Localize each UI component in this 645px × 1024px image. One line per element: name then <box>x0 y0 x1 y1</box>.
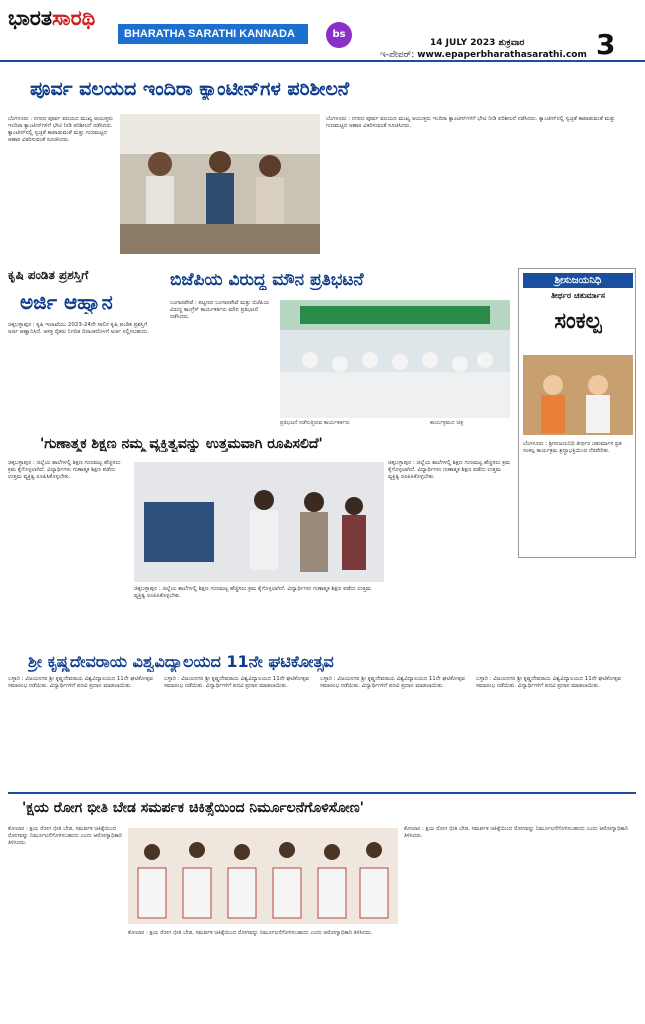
article-body-education-right: ಚಿಕ್ಕಬಳ್ಳಾಪುರ : ಜಿಲ್ಲೆಯ ಶಾಲೆಗಳಲ್ಲಿ ಶಿಕ್ಷಣ ಗುಣಮಟ್ಟ ಹೆಚ್ಚಿಸಲು ಕ್ರಮ ಕೈಗೊಳ್ಳಲಾಗಿದೆ. ವಿದ್ಯಾರ್ಥಿಗಳು ಗುಣಾತ್ಮಕ ಶಿಕ್ಷಣ ಪಡೆದು ಉತ್ತಮ ವ್ಯಕ್ತಿತ್ವ ರೂಪಿಸಿಕೊಳ್ಳಬೇಕು. <box>388 460 511 480</box>
headline-indira-canteen: ಪೂರ್ವ ವಲಯದ ಇಂದಿರಾ ಕ್ಯಾಂಟೀನ್‌ಗಳ ಪರಿಶೀಲನೆ <box>30 78 350 100</box>
sidebar-box <box>518 268 636 558</box>
headline-convocation: ಶ್ರೀ ಕೃಷ್ಣದೇವರಾಯ ವಿಶ್ವವಿದ್ಯಾಲಯದ 11ನೇ ಘಟಿಕೋತ್ಸವ <box>28 652 334 671</box>
headline-tb-awareness: 'ಕ್ಷಯ ರೋಗ ಭೀತಿ ಬೇಡ ಸಮರ್ಪಕ ಚಿಕಿತ್ಸೆಯಿಂದ ನಿರ್ಮೂಲನೆಗೊಳಿಸೋಣ' <box>22 800 364 816</box>
brand-left: ಭಾರತ <box>8 6 52 30</box>
article-body-krishi: ಚಿಕ್ಕಬಳ್ಳಾಪುರ : ಕೃಷಿ ಇಲಾಖೆಯು 2023-24ನೇ ಸಾಲಿನ ಕೃಷಿ ಪಂಡಿತ ಪ್ರಶಸ್ತಿಗೆ ಅರ್ಜಿ ಆಹ್ವಾನಿಸಿದೆ. ಆಸಕ್ತ ರೈತರು ನಿಗದಿತ ದಿನಾಂಕದೊಳಗೆ ಅರ್ಜಿ ಸಲ್ಲಿಸಬಹುದು. <box>8 322 149 335</box>
article-body-education-cont: ಚಿಕ್ಕಬಳ್ಳಾಪುರ : ಜಿಲ್ಲೆಯ ಶಾಲೆಗಳಲ್ಲಿ ಶಿಕ್ಷಣ ಗುಣಮಟ್ಟ ಹೆಚ್ಚಿಸಲು ಕ್ರಮ ಕೈಗೊಳ್ಳಲಾಗಿದೆ. ವಿದ್ಯಾರ್ಥಿಗಳು ಗುಣಾತ್ಮಕ ಶಿಕ್ಷಣ ಪಡೆದು ಉತ್ತಮ ವ್ಯಕ್ತಿತ್ವ ರೂಪಿಸಿಕೊಳ್ಳಬೇಕು. <box>134 586 372 599</box>
brand-bar: BHARATHA SARATHI KANNADA DAILY <box>118 24 308 44</box>
sidebar-body: ಬೆಂಗಳೂರು : ಶ್ರೀಸುಜಯನಿಧಿ ತೀರ್ಥರ ಚತುರ್ಮಾಸ ವ್ರತ ಸಂಕಲ್ಪ ಕಾರ್ಯಕ್ರಮ ಶ್ರದ್ಧಾಭಕ್ತಿಯಿಂದ ನೆರವೇರಿತು. <box>523 441 622 454</box>
sankalpa-photo-illustration <box>523 355 633 435</box>
sidebar-subtitle: ತೀರ್ಥರ ಚತುರ್ಮಾಸ <box>551 291 605 300</box>
article-body-tb: ಕೋಲಾರ : ಕ್ಷಯ ರೋಗ ಭೀತಿ ಬೇಡ, ಸಮರ್ಪಕ ಚಿಕಿತ್ಸೆಯಿಂದ ರೋಗವನ್ನು ನಿರ್ಮೂಲನೆಗೊಳಿಸಬಹುದು ಎಂದು ಆರೋಗ್ಯಾಧಿಕಾರಿ ತಿಳಿಸಿದರು. <box>8 826 122 846</box>
canteen-photo-illustration <box>120 114 320 254</box>
education-photo-illustration <box>134 462 384 582</box>
article-body-convocation-3: ಬಳ್ಳಾರಿ : ವಿಜಯನಗರ ಶ್ರೀ ಕೃಷ್ಣದೇವರಾಯ ವಿಶ್ವವಿದ್ಯಾಲಯದ 11ನೇ ಘಟಿಕೋತ್ಸವ ಸಮಾರಂಭ ನಡೆಯಿತು. ವಿದ್ಯಾರ್ಥಿಗಳಿಗೆ ಪದವಿ ಪ್ರದಾನ ಮಾಡಲಾಯಿತು. <box>320 676 465 689</box>
article-body-tb-right: ಕೋಲಾರ : ಕ್ಷಯ ರೋಗ ಭೀತಿ ಬೇಡ, ಸಮರ್ಪಕ ಚಿಕಿತ್ಸೆಯಿಂದ ರೋಗವನ್ನು ನಿರ್ಮೂಲನೆಗೊಳಿಸಬಹುದು ಎಂದು ಆರೋಗ್ಯಾಧಿಕಾರಿ ತಿಳಿಸಿದರು. <box>404 826 628 839</box>
subhead-arji-ahvana: ಅರ್ಜಿ ಆಹ್ವಾನ <box>20 290 113 314</box>
photo-tb-event <box>128 828 398 924</box>
brand-right: ಸಾರಥಿ <box>52 6 96 30</box>
article-body-indira: ಬೆಂಗಳೂರು : ನಗರದ ಪೂರ್ವ ವಲಯದ ಮುಖ್ಯ ಆಯುಕ್ತರು ಇಂದಿರಾ ಕ್ಯಾಂಟೀನ್‌ಗಳಿಗೆ ಭೇಟಿ ನೀಡಿ ಪರಿಶೀಲನೆ ನಡೆಸಿದರು. ಕ್ಯಾಂಟೀನ್‌ನಲ್ಲಿ ಸ್ವಚ್ಛತೆ ಕಾಪಾಡುವಂತೆ ಮತ್ತು ಗುಣಮಟ್ಟದ ಆಹಾರ ವಿತರಿಸುವಂತೆ ಸೂಚಿಸಿದರು. <box>8 116 113 143</box>
article-body-convocation-1: ಬಳ್ಳಾರಿ : ವಿಜಯನಗರ ಶ್ರೀ ಕೃಷ್ಣದೇವರಾಯ ವಿಶ್ವವಿದ್ಯಾಲಯದ 11ನೇ ಘಟಿಕೋತ್ಸವ ಸಮಾರಂಭ ನಡೆಯಿತು. ವಿದ್ಯಾರ್ಥಿಗಳಿಗೆ ಪದವಿ ಪ್ರದಾನ ಮಾಡಲಾಯಿತು. <box>8 676 153 689</box>
epaper-label: ಇ-ಪೇಪರ್: <box>380 50 415 60</box>
section-divider <box>8 792 636 794</box>
article-body-education: ಚಿಕ್ಕಬಳ್ಳಾಪುರ : ಜಿಲ್ಲೆಯ ಶಾಲೆಗಳಲ್ಲಿ ಶಿಕ್ಷಣ ಗುಣಮಟ್ಟ ಹೆಚ್ಚಿಸಲು ಕ್ರಮ ಕೈಗೊಳ್ಳಲಾಗಿದೆ. ವಿದ್ಯಾರ್ಥಿಗಳು ಗುಣಾತ್ಮಕ ಶಿಕ್ಷಣ ಪಡೆದು ಉತ್ತಮ ವ್ಯಕ್ತಿತ್ವ ರೂಪಿಸಿಕೊಳ್ಳಬೇಕು. <box>8 460 121 480</box>
headline-quality-education: 'ಗುಣಾತ್ಮಕ ಶಿಕ್ಷಣ ನಮ್ಮ ವ್ಯಕ್ತಿತ್ವವನ್ನು ಉತ್ತಮವಾಗಿ ರೂಪಿಸಲಿದೆ' <box>40 436 323 452</box>
epaper-line <box>380 50 587 60</box>
article-body-tb-cont: ಕೋಲಾರ : ಕ್ಷಯ ರೋಗ ಭೀತಿ ಬೇಡ, ಸಮರ್ಪಕ ಚಿಕಿತ್ಸೆಯಿಂದ ರೋಗವನ್ನು ನಿರ್ಮೂಲನೆಗೊಳಿಸಬಹುದು ಎಂದು ಆರೋಗ್ಯಾಧಿಕಾರಿ ತಿಳಿಸಿದರು. <box>128 930 373 936</box>
caption-protest-left: ಪ್ರತಿಭಟನೆ ನಡೆಸುತ್ತಿರುವ ಕಾರ್ಯಕರ್ತರು <box>280 420 350 426</box>
epaper-url[interactable]: www.epaperbharathasarathi.com <box>417 50 587 60</box>
photo-sankalpa <box>523 355 633 435</box>
issue-date: 14 JULY 2023 ಶುಕ್ರವಾರ <box>430 38 525 48</box>
brand-title <box>8 6 95 31</box>
photo-education <box>134 462 384 582</box>
tb-event-photo-illustration <box>128 828 398 924</box>
sidebar-big-word: ಸಂಕಲ್ಪ <box>554 309 602 334</box>
article-body-bjp: ಬಂಗಾರಪೇಟೆ : ಪಟ್ಟಣದ ಬಂಗಾರಪೇಟೆ ಮತ್ತು ಬಿಜೆಪಿಯ ವಿರುದ್ಧ ಕಾಂಗ್ರೆಸ್ ಕಾರ್ಯಕರ್ತರು ಮೌನ ಪ್ರತಿಭಟನೆ ನಡೆಸಿದರು. <box>170 300 270 320</box>
bs-logo-icon: bs <box>326 22 352 48</box>
photo-canteen-inspection <box>120 114 320 254</box>
article-body-indira-cont: ಬೆಂಗಳೂರು : ನಗರದ ಪೂರ್ವ ವಲಯದ ಮುಖ್ಯ ಆಯುಕ್ತರು ಇಂದಿರಾ ಕ್ಯಾಂಟೀನ್‌ಗಳಿಗೆ ಭೇಟಿ ನೀಡಿ ಪರಿಶೀಲನೆ ನಡೆಸಿದರು. ಕ್ಯಾಂಟೀನ್‌ನಲ್ಲಿ ಸ್ವಚ್ಛತೆ ಕಾಪಾಡುವಂತೆ ಮತ್ತು ಗುಣಮಟ್ಟದ ಆಹಾರ ವಿತರಿಸುವಂತೆ ಸೂಚಿಸಿದರು. <box>326 116 615 129</box>
headline-bjp-protest: ಬಿಜೆಪಿಯ ವಿರುದ್ಧ ಮೌನ ಪ್ರತಿಭಟನೆ <box>170 270 364 290</box>
page-number: 3 <box>596 28 616 61</box>
sidebar-title: ಶ್ರೀಸುಜಯನಿಧಿ <box>523 273 633 288</box>
article-body-convocation-2: ಬಳ್ಳಾರಿ : ವಿಜಯನಗರ ಶ್ರೀ ಕೃಷ್ಣದೇವರಾಯ ವಿಶ್ವವಿದ್ಯಾಲಯದ 11ನೇ ಘಟಿಕೋತ್ಸವ ಸಮಾರಂಭ ನಡೆಯಿತು. ವಿದ್ಯಾರ್ಥಿಗಳಿಗೆ ಪದವಿ ಪ್ರದಾನ ಮಾಡಲಾಯಿತು. <box>164 676 309 689</box>
caption-protest-right: ಕಾರ್ಯಕ್ರಮದ ಚಿತ್ರ <box>430 420 464 426</box>
headline-krishi-pandita: ಕೃಷಿ ಪಂಡಿತ ಪ್ರಶಸ್ತಿಗೆ <box>8 268 89 282</box>
photo-protest <box>280 300 510 418</box>
masthead <box>0 0 645 62</box>
protest-photo-illustration <box>280 300 510 418</box>
article-body-convocation-4: ಬಳ್ಳಾರಿ : ವಿಜಯನಗರ ಶ್ರೀ ಕೃಷ್ಣದೇವರಾಯ ವಿಶ್ವವಿದ್ಯಾಲಯದ 11ನೇ ಘಟಿಕೋತ್ಸವ ಸಮಾರಂಭ ನಡೆಯಿತು. ವಿದ್ಯಾರ್ಥಿಗಳಿಗೆ ಪದವಿ ಪ್ರದಾನ ಮಾಡಲಾಯಿತು. <box>476 676 621 689</box>
